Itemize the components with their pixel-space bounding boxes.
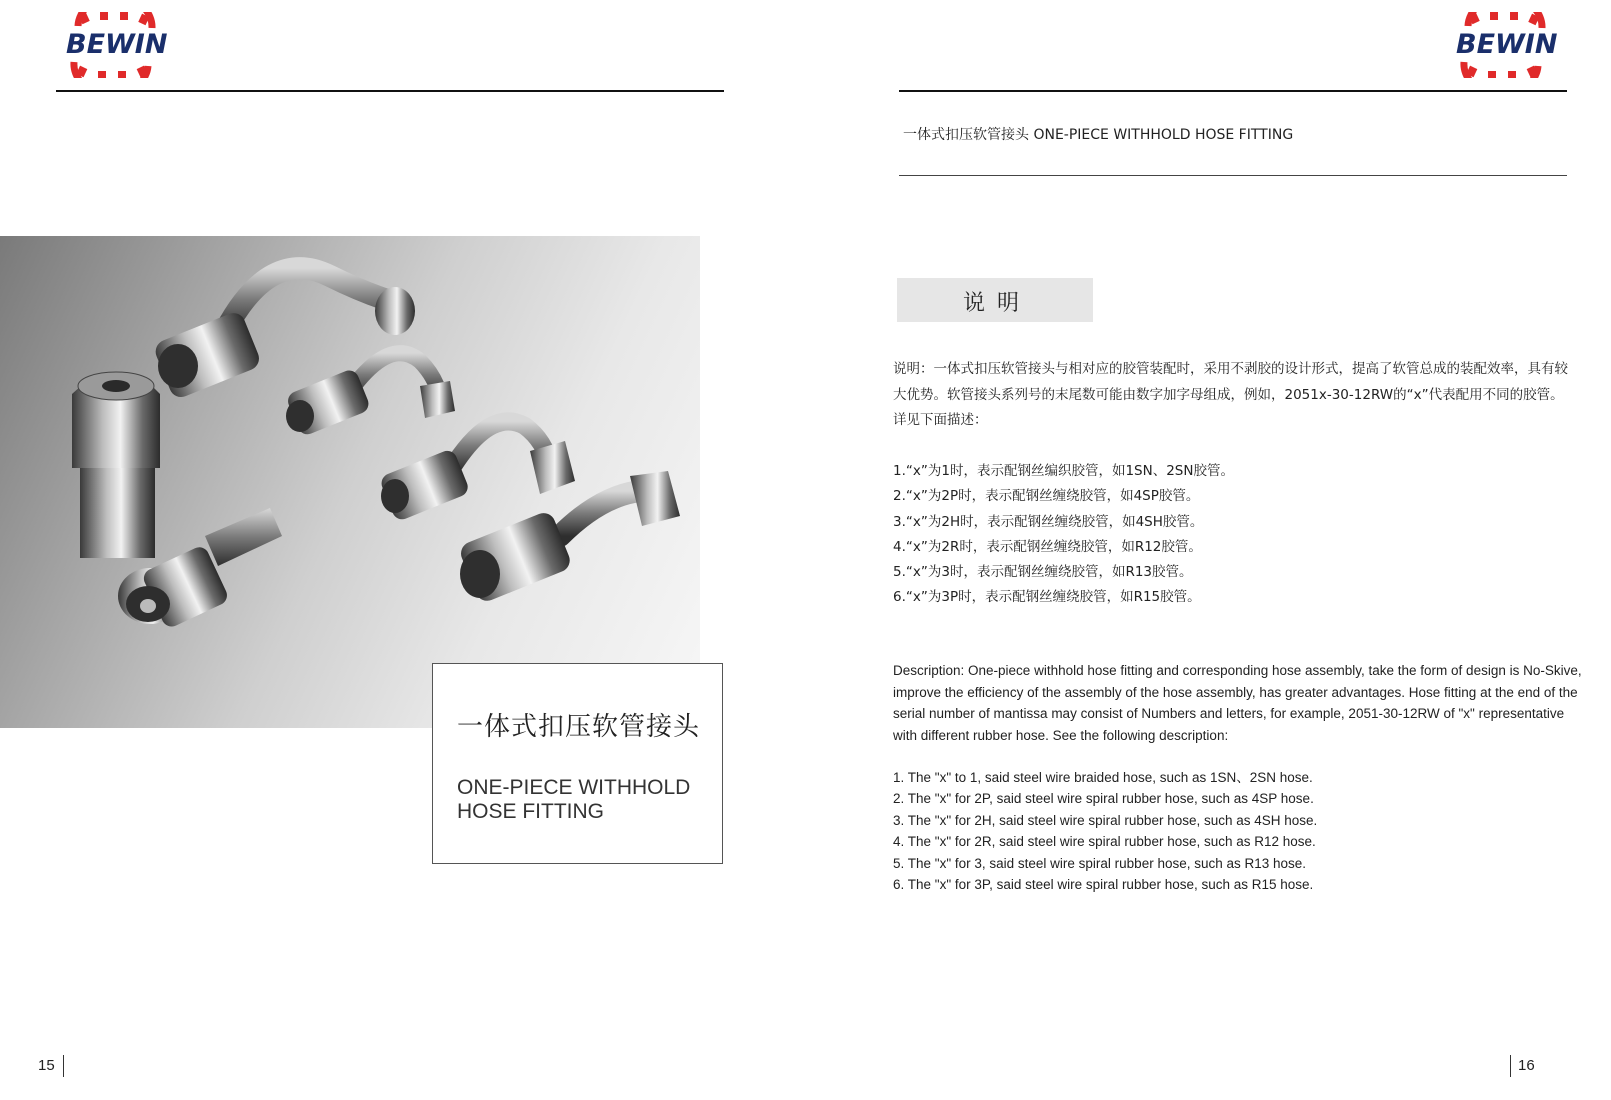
caption-title-cn: 一体式扣压软管接头: [457, 712, 701, 742]
logo-text: BEWIN: [1456, 29, 1558, 60]
list-item: 3.“x”为2H时，表示配钢丝缠绕胶管，如4SH胶管。: [893, 513, 1204, 530]
header-rule-right: [899, 90, 1567, 92]
list-item: 3. The "x" for 2H, said steel wire spiral rubber hose, such as 4SH hose.: [893, 812, 1318, 828]
logo-text: BEWIN: [66, 29, 168, 60]
caption-title-en: ONE-PIECE WITHHOLD HOSE FITTING: [457, 776, 691, 823]
page-number-divider: [1510, 1055, 1511, 1077]
page-header-title: 一体式扣压软管接头 ONE-PIECE WITHHOLD HOSE FITTING: [903, 127, 1294, 143]
description-cn: 说明：一体式扣压软管接头与相对应的胶管装配时，采用不剥胶的设计形式，提高了软管总成的装配效率，具有较大优势。软管接头系列号的末尾数可能由数字加字母组成，例如，2051x-30-12RW的“x”代表配用不同的胶管。详见下面描述：: [893, 361, 1568, 428]
spec-list-cn: [893, 459, 1573, 611]
page-number-left: 15: [38, 1057, 55, 1074]
list-item: 6.“x”为3P时，表示配钢丝缠绕胶管，如R15胶管。: [893, 589, 1201, 606]
section-label: 说明: [963, 291, 1032, 316]
product-photo: [0, 236, 700, 728]
section-tab-description: [897, 278, 1093, 322]
list-item: 5.“x”为3时，表示配钢丝缠绕胶管，如R13胶管。: [893, 564, 1193, 581]
list-item: 6. The "x" for 3P, said steel wire spiral rubber hose, such as R15 hose.: [893, 877, 1314, 893]
list-item: 5. The "x" for 3, said steel wire spiral rubber hose, such as R13 hose.: [893, 855, 1307, 871]
brand-logo-left: [56, 12, 168, 78]
page-number-right: 16: [1518, 1057, 1535, 1074]
product-caption-box: [432, 663, 723, 864]
hose-fittings-image: [0, 236, 700, 728]
list-item: 1.“x”为1时，表示配钢丝编织胶管，如1SN、2SN胶管。: [893, 463, 1234, 479]
brand-logo-right: [1446, 12, 1558, 78]
header-divider: [899, 175, 1567, 176]
spec-list-en: [893, 767, 1583, 895]
list-item: 2.“x”为2P时，表示配钢丝缠绕胶管，如4SP胶管。: [893, 488, 1200, 505]
list-item: 1. The "x" to 1, said steel wire braided hose, such as 1SN、2SN hose.: [893, 770, 1313, 785]
description-en: Description: One-piece withhold hose fitting and corresponding hose assembly, take the form of design is No-Skive, improve the efficiency of the assembly of the hose assembly, has greater advantages. Hose fitting at the end of the serial number of mantissa may consist of Numbers and letters, for example, 2051-30-12RW of "x" representative with different rubber hose. See the following description:: [893, 663, 1582, 743]
list-item: 2. The "x" for 2P, said steel wire spiral rubber hose, such as 4SP hose.: [893, 791, 1314, 807]
page-number-divider: [63, 1055, 64, 1077]
list-item: 4. The "x" for 2R, said steel wire spiral rubber hose, such as R12 hose.: [893, 834, 1316, 850]
header-rule-left: [56, 90, 724, 92]
list-item: 4.“x”为2R时，表示配钢丝缠绕胶管，如R12胶管。: [893, 538, 1202, 555]
